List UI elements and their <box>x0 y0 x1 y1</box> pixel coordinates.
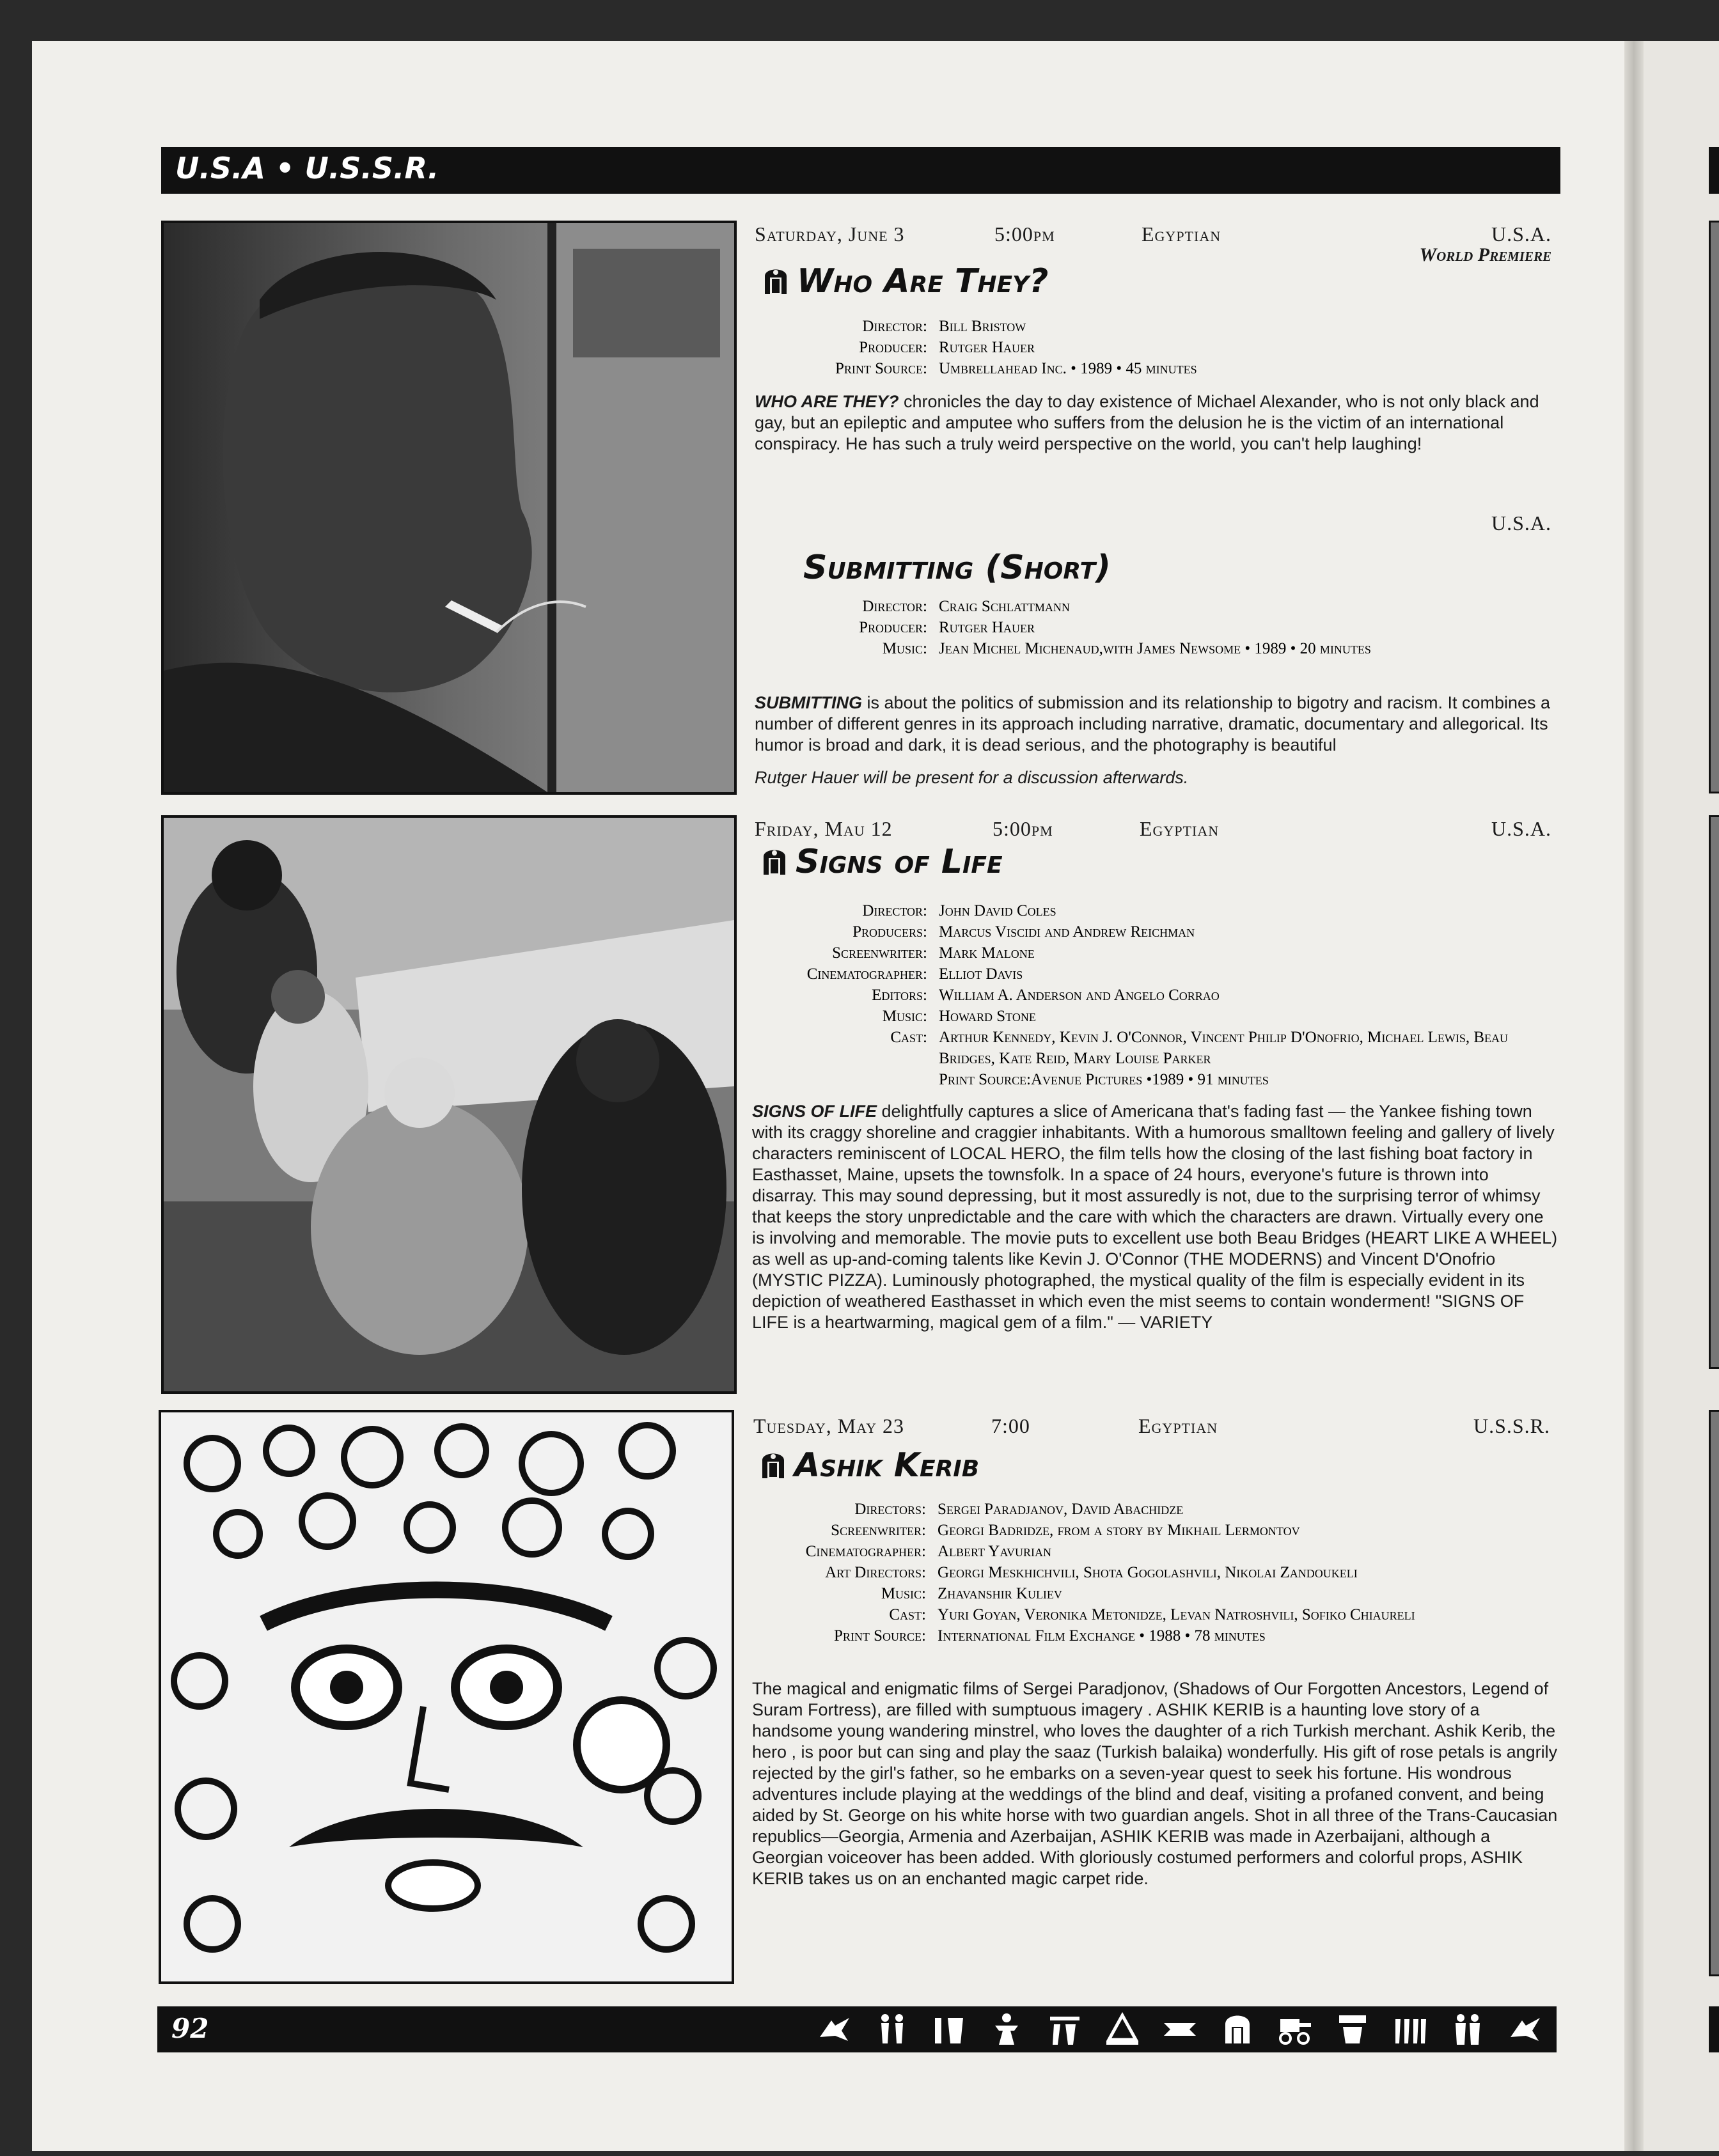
facing-page-photo <box>1709 221 1719 793</box>
credit-label: Music: <box>882 1008 927 1025</box>
boat-glyph-icon <box>1161 2011 1198 2047</box>
credit-value: Rutger Hauer <box>939 339 1035 356</box>
facing-page-band <box>1709 147 1719 194</box>
screening-country: U.S.A. <box>1491 512 1551 535</box>
figures-glyph-icon <box>874 2011 911 2047</box>
credit-value: Craig Schlattmann <box>939 598 1070 615</box>
film-title-row <box>762 262 1048 301</box>
film-title-row <box>803 549 1111 587</box>
binding-gutter <box>1624 41 1644 2151</box>
credit-label: Art Directors: <box>825 1564 926 1581</box>
credit-value: William A. Anderson and Angelo Corrao <box>939 987 1220 1004</box>
facing-page-photo <box>1709 1410 1719 1976</box>
film-title-row <box>760 1446 979 1485</box>
credit-value: Umbrellahead Inc. • 1989 • 45 minutes <box>939 360 1197 377</box>
credit-value: John David Coles <box>939 902 1056 919</box>
film-title-row <box>761 843 1003 881</box>
film-title: Ashik Kerib <box>794 1446 980 1485</box>
credit-label: Cast: <box>890 1029 927 1046</box>
credit-value: Jean Michel Michenaud,with James Newsome • 1989 • 20 minutes <box>939 640 1371 657</box>
bird-glyph-icon <box>1507 2011 1544 2047</box>
film-description <box>752 1678 1558 1889</box>
description-text: delightfully captures a slice of Americana that's fading fast — the Yankee fishing town with its craggy shoreline and craggier inhabitants. With a humorous smalltown feeling and gallery of lively characters reminiscent of LOCAL HERO, the film tells how the closing of the last fishing boat factory in Easthasset, Maine, upsets the townsfolk. In a space of 24 hours, everyone's future is thrown into disarray. This may sound depressing, but it most assuredly is not, due to the surprising terror of whimsy that keeps the story unpredictable and the care with which the characters are drawn. Virtually every one is involving and memorable. The movie puts to excellent use both Beau Bridges (HEART LIKE A WHEEL) as well as up-and-coming talents like Kevin J. O'Connor (THE MODERNS) and Vincent D'Onofrio (MYSTIC PIZZA). Luminously photographed, the mystical quality of the film is especially evident in its depiction of weathered Easthasset in which even the mist seems to contain wonderment! "SIGNS OF LIFE is a heartwarming, magical gem of a film." — VARIETY <box>752 1102 1558 1332</box>
credit-value: Marcus Viscidi and Andrew Reichman <box>939 923 1195 941</box>
facing-page-band <box>1709 2006 1719 2052</box>
description-text: chronicles the day to day existence of Michael Alexander, who is not only black and gay, but an epileptic and amputee who suffers from the delusion he is the victim of an international conspiracy. He has such a truly weird perspective on the world, you can't help laughing! <box>755 392 1539 453</box>
credits-block <box>646 596 1554 659</box>
credits-block <box>646 316 1554 379</box>
film-title: Submitting (Short) <box>803 549 1111 587</box>
credit-label: Print Source: <box>833 1627 926 1644</box>
screening-country: U.S.A. <box>1491 817 1551 840</box>
screening-venue: Egyptian <box>1140 817 1220 840</box>
credit-label: Print Source: <box>835 360 927 377</box>
premiere-badge: World Premiere <box>1419 244 1551 265</box>
pyramid-glyph-icon <box>1104 2011 1141 2047</box>
screening-country: U.S.S.R. <box>1473 1414 1550 1437</box>
credits-block <box>646 900 1554 1090</box>
film-description <box>755 692 1557 756</box>
facing-page-photo <box>1709 815 1719 1369</box>
screening-day: Saturday, June 3 <box>755 223 905 246</box>
credit-value: Georgi Meskhichvili, Shota Gogolashvili, Nikolai Zandoukeli <box>938 1564 1358 1581</box>
credit-label: Director: <box>862 318 927 335</box>
credit-label: Screenwriter: <box>831 1522 926 1539</box>
credit-value: Howard Stone <box>939 1008 1036 1025</box>
description-lead-title: SUBMITTING <box>755 693 862 712</box>
footer-band <box>157 2006 1557 2052</box>
film-note: Rutger Hauer will be present for a discussion afterwards. <box>755 768 1189 787</box>
pharaoh-glyph-icon <box>1219 2011 1256 2047</box>
offering-glyph-icon <box>1334 2011 1371 2047</box>
credit-value: Albert Yavurian <box>938 1543 1052 1560</box>
credit-label: Director: <box>862 598 927 615</box>
credits-block <box>645 1499 1553 1646</box>
film-still-ashik-kerib <box>159 1410 734 1984</box>
screening-day: Friday, Mau 12 <box>755 817 893 840</box>
credit-label: Music: <box>882 640 927 657</box>
vessel-glyph-icon <box>931 2011 968 2047</box>
bird-glyph-icon <box>816 2011 853 2047</box>
film-still-who-are-they <box>161 221 737 795</box>
credit-label <box>646 1069 939 1090</box>
credit-label: Directors: <box>854 1501 926 1518</box>
pair-glyph-icon <box>1449 2011 1486 2047</box>
credit-value: Bill Bristow <box>939 318 1026 335</box>
credit-value: Sergei Paradjanov, David Abachidze <box>938 1501 1184 1518</box>
credit-value: Print Source:Avenue Pictures •1989 • 91 minutes <box>939 1071 1269 1088</box>
film-description <box>752 1101 1558 1333</box>
credit-value: Mark Malone <box>939 944 1035 962</box>
credit-label: Producer: <box>859 339 927 356</box>
description-text: is about the politics of submission and its relationship to bigotry and racism. It combines a number of different genres in its approach including narrative, dramatic, documentary and allegorical. Its humor is broad and dark, it is dead serious, and the photography is beautiful <box>755 693 1551 754</box>
facing-page-edge <box>1640 41 1719 2151</box>
group-glyph-icon <box>1392 2011 1429 2047</box>
screening-venue: Egyptian <box>1142 223 1221 246</box>
credit-label: Producer: <box>859 619 927 636</box>
hieroglyph-strip <box>816 2011 1544 2047</box>
screening-venue: Egyptian <box>1138 1414 1218 1437</box>
screening-time: 7:00 <box>991 1414 1030 1437</box>
pharaoh-mask-icon <box>761 845 788 879</box>
credit-value: Arthur Kennedy, Kevin J. O'Connor, Vincent Philip D'Onofrio, Michael Lewis, Beau Bridges, Kate Reid, Mary Louise Parker <box>939 1029 1509 1067</box>
pharaoh-mask-icon <box>762 265 789 298</box>
credit-label: Editors: <box>872 987 927 1004</box>
page-number: 92 <box>171 2013 209 2044</box>
credit-value: International Film Exchange • 1988 • 78 minutes <box>938 1627 1266 1644</box>
figure-glyph-icon <box>989 2011 1026 2047</box>
screening-country: U.S.A. <box>1491 223 1551 246</box>
credit-label: Cinematographer: <box>805 1543 926 1560</box>
credit-label: Music: <box>881 1585 926 1602</box>
section-header-band <box>161 147 1560 194</box>
film-title: Who Are They? <box>797 262 1049 301</box>
description-text: The magical and enigmatic films of Sergei Paradjonov, (Shadows of Our Forgotten Ancestors, Legend of Suram Fortress), are filled with sumptuous imagery . ASHIK KERIB is a haunting love story of a handsome young wandering minstrel, who loves the daughter of a rich Turkish merchant. Ashik Kerib, the hero , is poor but can sing and play the saaz (Turkish balaika) wonderfully. His gift of rose petals is angrily rejected by the girl's father, so he embarks on a seven-year quest to seek his fortune. His wondrous adventures include playing at the weddings of the blind and deaf, visiting a profaned convent, and being aided by St. George on his white horse with two guardian angels. Shot in all three of the Trans-Caucasian republics—Georgia, Armenia and Azerbaijan, ASHIK KERIB was made in Azerbaijani, although a Georgian voiceover has been added. With gloriously costumed performers and colorful props, ASHIK KERIB takes us on an enchanted magic carpet ride. <box>752 1679 1558 1888</box>
film-description <box>755 391 1557 455</box>
dancers-glyph-icon <box>1046 2011 1083 2047</box>
credit-value: Rutger Hauer <box>939 619 1035 636</box>
description-lead-title: SIGNS OF LIFE <box>752 1102 877 1121</box>
screening-day: Tuesday, May 23 <box>753 1414 904 1437</box>
screening-time: 5:00pm <box>994 223 1055 246</box>
film-title: Signs of Life <box>796 843 1003 881</box>
credit-value: Elliot Davis <box>939 965 1023 983</box>
credit-value: Georgi Badridze, from a story by Mikhail Lermontov <box>938 1522 1300 1539</box>
credit-label: Director: <box>862 902 927 919</box>
screening-time: 5:00pm <box>993 817 1053 840</box>
description-lead-title: WHO ARE THEY? <box>755 392 899 411</box>
section-header-text: U.S.A • U.S.S.R. <box>175 151 439 185</box>
credit-label: Screenwriter: <box>832 944 927 962</box>
credit-value: Yuri Goyan, Veronika Metonidze, Levan Natroshvili, Sofiko Chiaureli <box>938 1606 1415 1623</box>
credit-label: Cinematographer: <box>806 965 927 983</box>
credit-label: Producers: <box>852 923 927 941</box>
chariot-glyph-icon <box>1276 2011 1314 2047</box>
credit-value: Zhavanshir Kuliev <box>938 1585 1062 1602</box>
pharaoh-mask-icon <box>760 1449 787 1482</box>
credit-label: Cast: <box>889 1606 926 1623</box>
